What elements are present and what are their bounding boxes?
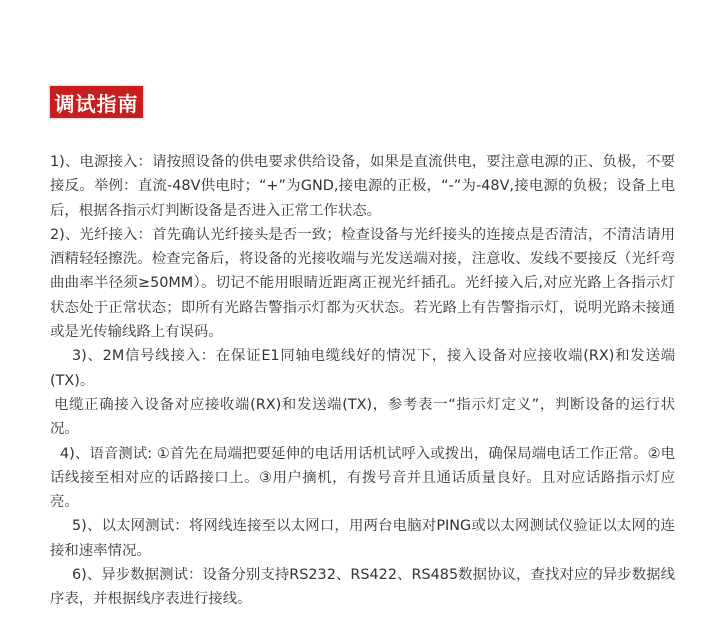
step-voice-test: 4)、语音测试: ①首先在局端把要延伸的电话用话机试呼入或拨出，确保局端电话工作正常。②电话线接至相对应的话路接口上。③用户摘机，有拨号音并且通话质量良好。且对应话路指示灯应亮。: [50, 445, 675, 511]
step-async-data-test: 6)、异步数据测试：设备分别支持RS232、RS422、RS485数据协议，查找对应的异步数据线序表，并根据线序表进行接线。: [50, 567, 675, 608]
section-title: 调试指南: [54, 91, 139, 116]
step-2m-signal: 3)、2M信号线接入：在保证E1同轴电缆线好的情况下，接入设备对应接收端(RX)和发送端(TX)。: [50, 348, 675, 389]
step-power: 1)、电源接入：请按照设备的供电要求供给设备，如果是直流供电，要注意电源的正、负极，不要接反。举例：直流-48V供电时；“+”为GND,接电源的正极，“-”为-48V,接电源的负极；设备上电后，根据各指示灯判断设备是否进入正常工作状态。: [50, 154, 675, 219]
guide-content: [50, 150, 675, 612]
step-fiber: 2)、光纤接入：首先确认光纤接头是否一致；检查设备与光纤接头的连接点是否清洁，不清洁请用酒精轻轻擦洗。检查完备后，将设备的光接收端与光发送端对接，注意收、发线不要接反（光纤弯曲曲率半径须≥50MM）。切记不能用眼睛近距离正视光纤插孔。光纤接入后,对应光路上各指示灯状态处于正常状态；即所有光路告警指示灯都为灭状态。若光路上有告警指示灯，说明光路未接通或是光传输线路上有误码。: [50, 226, 675, 341]
step-cable-note: 电缆正确接入设备对应接收端(RX)和发送端(TX)，参考表一“指示灯定义”，判断设备的运行状况。: [50, 396, 675, 438]
step-ethernet-test: 5)、以太网测试：将网线连接至以太网口，用两台电脑对PING或以太网测试仪验证以太网的连接和速率情况。: [50, 518, 675, 559]
section-title-badge: [49, 85, 144, 119]
